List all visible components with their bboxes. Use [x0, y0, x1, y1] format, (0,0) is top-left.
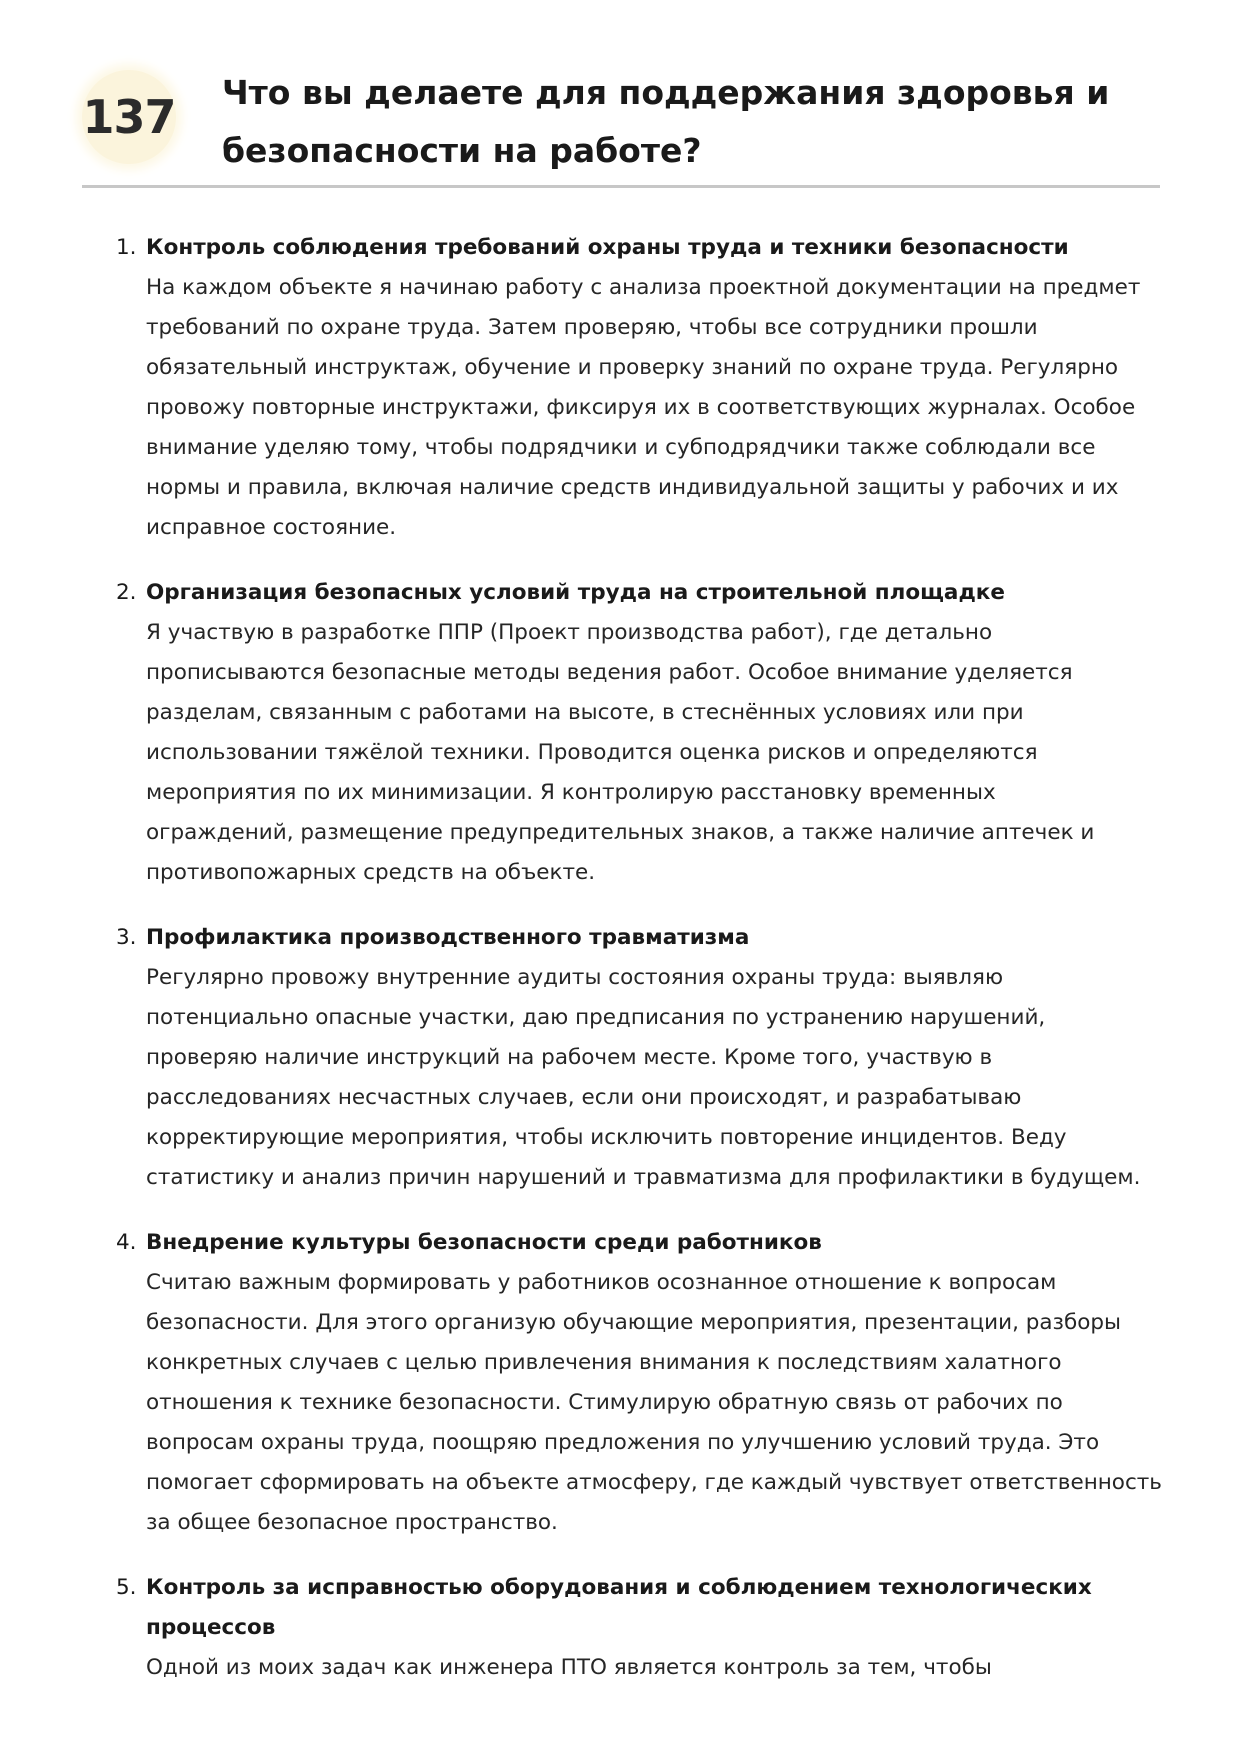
question-title-line: безопасности на работе?	[222, 131, 702, 170]
list-item-title-line: Организация безопасных условий труда на строительной площадке	[146, 580, 1005, 605]
list-item	[116, 918, 1176, 1198]
list-item-title	[146, 918, 1176, 958]
list-item-body-line: обязательный инструктаж, обучение и проверку знаний по охране труда. Регулярно	[146, 355, 1119, 380]
list-item-body-line: требований по охране труда. Затем проверяю, чтобы все сотрудники прошли	[146, 315, 1038, 340]
list-item-title-line: Внедрение культуры безопасности среди работников	[146, 1230, 822, 1255]
question-number-badge: 137	[82, 70, 176, 164]
list-item-body-line: внимание уделяю тому, чтобы подрядчики и субподрядчики также соблюдали все	[146, 435, 1096, 460]
list-item-body-line: проверяю наличие инструкций на рабочем месте. Кроме того, участвую в	[146, 1045, 993, 1070]
list-item-body-line: безопасности. Для этого организую обучающие мероприятия, презентации, разборы	[146, 1310, 1122, 1335]
list-item-body	[146, 1648, 1176, 1688]
list-item-title	[146, 228, 1176, 268]
list-item-body	[146, 1263, 1176, 1543]
list-item-number: 1.	[116, 235, 137, 260]
list-item	[116, 228, 1176, 548]
list-item-body-line: противопожарных средств на объекте.	[146, 860, 596, 885]
list-item-title-line: Контроль соблюдения требований охраны труда и техники безопасности	[146, 235, 1069, 260]
list-item-body	[146, 268, 1176, 548]
list-item-body-line: исправное состояние.	[146, 515, 397, 540]
question-title-line: Что вы делаете для поддержания здоровья и	[222, 73, 1110, 112]
list-item-body-line: провожу повторные инструктажи, фиксируя их в соответствующих журналах. Особое	[146, 395, 1136, 420]
list-item-body-line: Регулярно провожу внутренние аудиты состояния охраны труда: выявляю	[146, 965, 1004, 990]
list-item-body-line: разделам, связанным с работами на высоте, в стеснённых условиях или при	[146, 700, 1024, 725]
list-item-body-line: ограждений, размещение предупредительных знаков, а также наличие аптечек и	[146, 820, 1095, 845]
list-item-body-line: отношения к технике безопасности. Стимулирую обратную связь от рабочих по	[146, 1390, 1063, 1415]
list-item-number: 3.	[116, 925, 137, 950]
list-item-body-line: за общее безопасное пространство.	[146, 1510, 558, 1535]
list-item-title	[146, 1568, 1176, 1648]
list-item-body-line: расследованиях несчастных случаев, если они происходят, и разрабатываю	[146, 1085, 1022, 1110]
question-title	[222, 64, 1152, 180]
list-item-number: 2.	[116, 580, 137, 605]
list-item-body-line: статистику и анализ причин нарушений и травматизма для профилактики в будущем.	[146, 1165, 1141, 1190]
list-item-body-line: Одной из моих задач как инженера ПТО является контроль за тем, чтобы	[146, 1655, 992, 1680]
list-item	[116, 1568, 1176, 1688]
list-item-body-line: помогает сформировать на объекте атмосферу, где каждый чувствует ответственность	[146, 1470, 1162, 1495]
list-item-body-line: корректирующие мероприятия, чтобы исключить повторение инцидентов. Веду	[146, 1125, 1067, 1150]
list-item-title-line: Контроль за исправностью оборудования и соблюдением технологических	[146, 1575, 1092, 1600]
list-item-body-line: нормы и правила, включая наличие средств индивидуальной защиты у рабочих и их	[146, 475, 1119, 500]
list-item	[116, 1223, 1176, 1543]
list-item-number: 5.	[116, 1575, 137, 1600]
list-item-number: 4.	[116, 1230, 137, 1255]
list-item-body-line: потенциально опасные участки, даю предписания по устранению нарушений,	[146, 1005, 1046, 1030]
list-item	[116, 573, 1176, 893]
list-item-title-line: процессов	[146, 1615, 276, 1640]
list-item-body-line: прописываются безопасные методы ведения работ. Особое внимание уделяется	[146, 660, 1073, 685]
list-item-body	[146, 958, 1176, 1198]
list-item-body-line: конкретных случаев с целью привлечения внимания к последствиям халатного	[146, 1350, 1062, 1375]
list-item-body-line: Я участвую в разработке ППР (Проект производства работ), где детально	[146, 620, 993, 645]
list-item-title	[146, 1223, 1176, 1263]
list-item-body-line: Считаю важным формировать у работников осознанное отношение к вопросам	[146, 1270, 1057, 1295]
list-item-title	[146, 573, 1176, 613]
list-item-body-line: На каждом объекте я начинаю работу с анализа проектной документации на предмет	[146, 275, 1141, 300]
list-item-body-line: мероприятия по их минимизации. Я контролирую расстановку временных	[146, 780, 996, 805]
list-item-body-line: использовании тяжёлой техники. Проводится оценка рисков и определяются	[146, 740, 1038, 765]
list-item-body-line: вопросам охраны труда, поощряю предложения по улучшению условий труда. Это	[146, 1430, 1100, 1455]
answer-list	[116, 228, 1176, 1713]
list-item-title-line: Профилактика производственного травматизма	[146, 925, 750, 950]
list-item-body	[146, 613, 1176, 893]
question-header	[82, 62, 1160, 188]
